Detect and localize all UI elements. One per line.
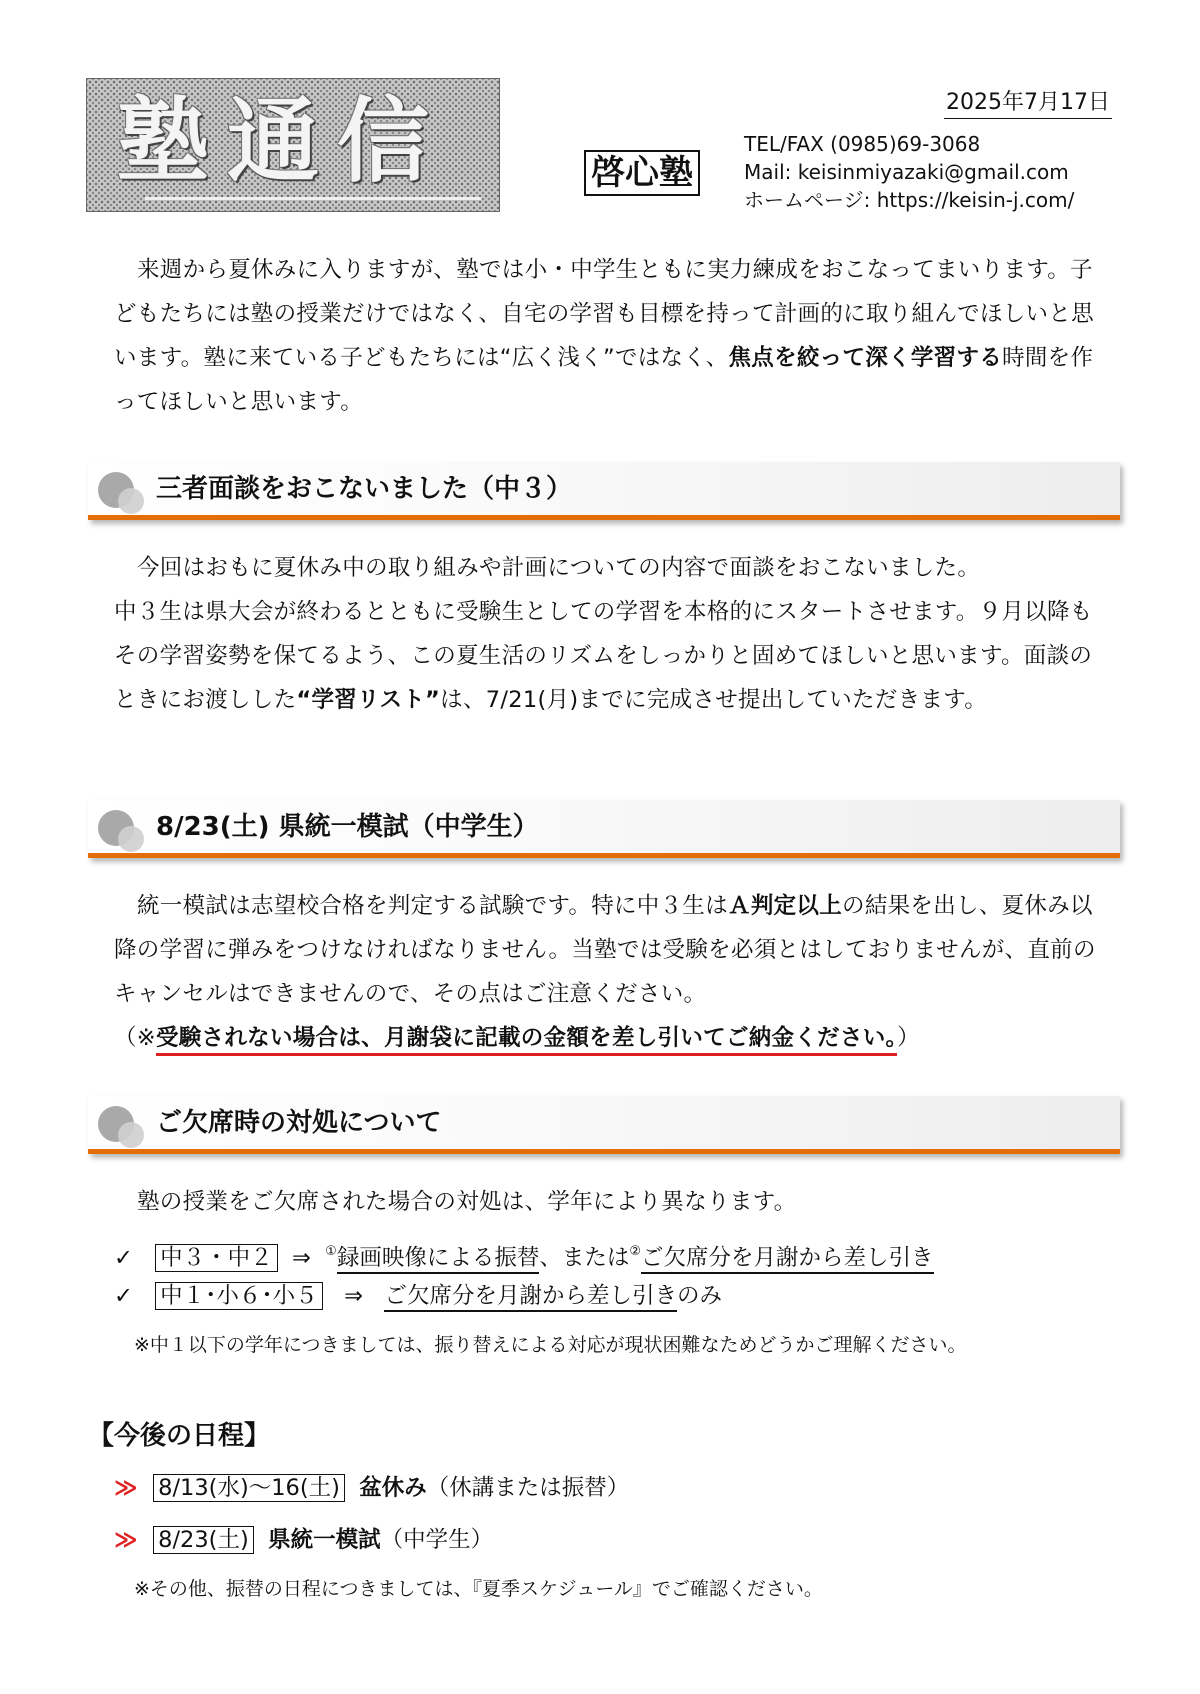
issue-date: 2025年7月17日 <box>944 88 1112 119</box>
schedule-date: 8/23(土) <box>153 1526 254 1554</box>
interview-bold: “学習リスト” <box>296 687 441 713</box>
title-underline <box>145 197 481 200</box>
section-title: ご欠席時の対処について <box>156 1108 442 1138</box>
intro-paragraph <box>114 248 1104 424</box>
interview-paragraph <box>114 546 1104 722</box>
title-banner <box>86 78 500 212</box>
absence-intro-text: 塾の授業をご欠席された場合の対処は、学年により異なります。 <box>137 1189 797 1215</box>
mock-exam-text: 統一模試は志望校合格を判定する試験です。特に中３生は <box>137 893 729 919</box>
double-chevron-icon: ≫ <box>114 1527 138 1553</box>
schedule-title: 【今後の日程】 <box>88 1421 271 1451</box>
warning-text: 受験されない場合は、月謝袋に記載の金額を差し引いてご納金ください。 <box>156 1025 897 1056</box>
check-icon: ✓ <box>114 1245 133 1271</box>
absence-row-lower <box>114 1276 722 1316</box>
section-title: 三者面談をおこないました（中３） <box>156 474 573 504</box>
option-deduction-only: ご欠席分を月謝から差し引き <box>384 1283 677 1312</box>
option-separator: 、または <box>539 1245 630 1271</box>
schedule-note: ※その他、振替の日程につきましては、『夏季スケジュール』でご確認ください。 <box>134 1578 823 1600</box>
schedule-item <box>114 1520 493 1560</box>
circled-number: ① <box>325 1244 337 1259</box>
interview-line1: 今回はおもに夏休み中の取り組みや計画についての内容で面談をおこないました。 <box>137 555 981 581</box>
intro-text: 来週から夏休みに入りますが、塾では小・中学生ともに実力練成をおこなってまいります。子どもたちには塾の授業だけではなく、自宅の学習も目標を持って計画的に取り組んでほしいと思います。塾に来ている子どもたちには“広く浅く”ではなく、 <box>114 257 1094 371</box>
mock-exam-bold: Ａ判定以上 <box>728 893 843 919</box>
contact-homepage[interactable]: ホームページ: https://keisin-j.com/ <box>744 188 1075 212</box>
paren-close: ） <box>897 1025 920 1051</box>
interview-text: 中３生は県大会が終わるとともに受験生としての学習を本格的にスタートさせます。９月以降もその学習姿勢を保てるよう、この夏生活のリズムをしっかりと固めてほしいと思います。面談のときにお渡しした <box>114 599 1093 713</box>
schedule-detail: （休講または振替） <box>426 1475 630 1501</box>
paren-open: （※ <box>114 1025 156 1051</box>
section-heading-absence <box>88 1096 1120 1154</box>
interview-text-end: は、7/21(月)までに完成させ提出していただきます。 <box>440 687 988 713</box>
newsletter-title: 塾通信 <box>117 88 448 195</box>
absence-row-upper <box>114 1232 934 1278</box>
option-tail: のみ <box>676 1283 722 1309</box>
grade-box: 中３・中２ <box>155 1244 278 1272</box>
intro-bold: 焦点を絞って深く学習する <box>728 345 1003 371</box>
check-icon: ✓ <box>114 1283 133 1309</box>
arrow-icon: ⇒ <box>344 1283 363 1309</box>
circled-number: ② <box>629 1244 641 1259</box>
section-heading-interview <box>88 462 1120 520</box>
schedule-event: 盆休み <box>359 1475 427 1501</box>
option-deduction: ご欠席分を月謝から差し引き <box>641 1245 934 1274</box>
schedule-date: 8/13(水)～16(土) <box>153 1474 345 1502</box>
section-heading-mock-exam <box>88 800 1120 858</box>
contact-mail[interactable]: Mail: keisinmiyazaki@gmail.com <box>744 160 1069 184</box>
circle-icon <box>118 1122 144 1148</box>
arrow-icon: ⇒ <box>291 1245 311 1271</box>
grade-box: 中１･小６･小５ <box>155 1282 323 1310</box>
mock-exam-text-end: の結果を出し、夏休み以降の学習に弾みをつけなければなりません。当塾では受験を必須とはしておりませんが、直前のキャンセルはできませんので、その点はご注意ください。 <box>114 893 1096 1007</box>
circle-icon <box>118 826 144 852</box>
school-name: 啓心塾 <box>584 150 700 196</box>
absence-intro <box>114 1180 1104 1224</box>
mock-exam-paragraph <box>114 884 1104 1060</box>
contact-tel: TEL/FAX (0985)69-3068 <box>744 132 981 156</box>
intro-text-end: 時間を作ってほしいと思います。 <box>114 345 1094 415</box>
schedule-event: 県統一模試 <box>268 1527 381 1553</box>
section-title: 8/23(土) 県統一模試（中学生） <box>156 812 539 842</box>
double-chevron-icon: ≫ <box>114 1475 138 1501</box>
schedule-detail: （中学生） <box>380 1527 494 1553</box>
circle-icon <box>118 488 144 514</box>
absence-note: ※中１以下の学年につきましては、振り替えによる対応が現状困難なためどうかご理解ください。 <box>134 1334 967 1356</box>
option-recording: 録画映像による振替 <box>337 1245 540 1274</box>
schedule-item <box>114 1468 629 1508</box>
